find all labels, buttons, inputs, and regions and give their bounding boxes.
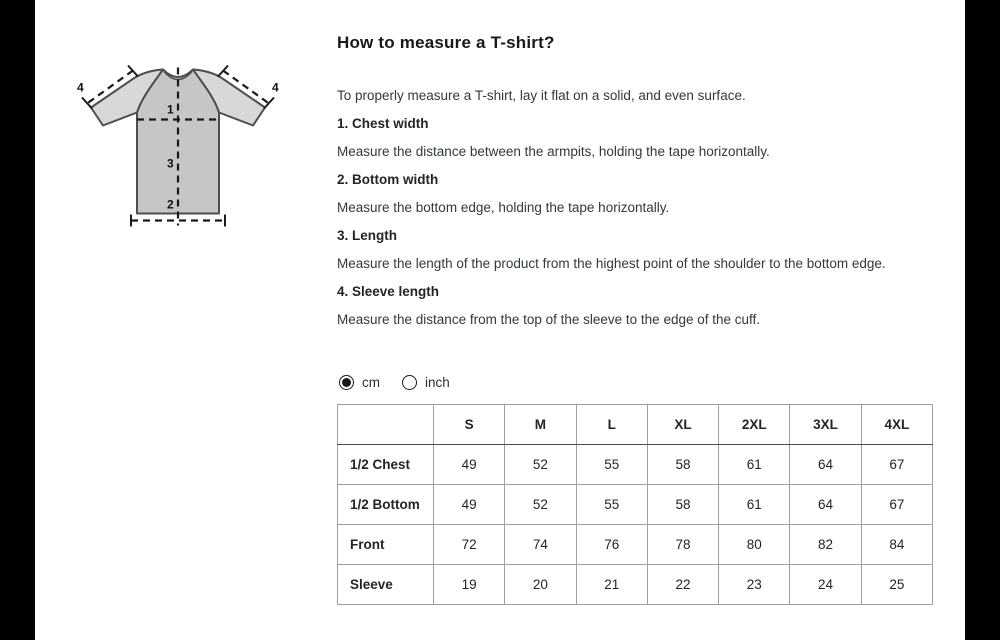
measurement-value-cell: 72 [434, 525, 505, 565]
size-column-header: S [434, 405, 505, 445]
measurement-value-cell: 64 [790, 485, 861, 525]
instruction-title: 1. Chest width [337, 116, 429, 131]
instruction-title: 3. Length [337, 228, 397, 243]
measurement-value-cell: 49 [434, 485, 505, 525]
measurement-row-label: Sleeve [338, 565, 434, 605]
size-column-header: 4XL [861, 405, 932, 445]
tick-mark [128, 66, 138, 77]
measurement-value-cell: 61 [719, 445, 790, 485]
instruction-title: 4. Sleeve length [337, 284, 440, 299]
measurement-value-cell: 64 [790, 445, 861, 485]
measurement-value-cell: 58 [647, 485, 718, 525]
diagram-label-2: 2 [167, 197, 174, 212]
measurement-row-label: 1/2 Bottom [338, 485, 434, 525]
diagram-label-4-right: 4 [272, 80, 279, 95]
tshirt-measure-diagram [75, 56, 280, 241]
measurement-value-cell: 49 [434, 445, 505, 485]
measurement-value-cell: 55 [576, 445, 647, 485]
page-title: How to measure a T-shirt? [337, 33, 555, 52]
instructions [337, 115, 959, 329]
size-table-header-row [338, 405, 933, 445]
measurement-value-cell: 19 [434, 565, 505, 605]
measurement-value-cell: 20 [505, 565, 576, 605]
measurement-value-cell: 55 [576, 485, 647, 525]
table-row [338, 525, 933, 565]
measurement-value-cell: 76 [576, 525, 647, 565]
measurement-value-cell: 61 [719, 485, 790, 525]
radio-circle-icon [402, 375, 417, 390]
measurement-value-cell: 22 [647, 565, 718, 605]
measurement-value-cell: 23 [719, 565, 790, 605]
measurement-value-cell: 25 [861, 565, 932, 605]
size-column-header: 3XL [790, 405, 861, 445]
diagram-column [75, 56, 280, 241]
unit-radio-inch[interactable] [402, 375, 450, 390]
table-row [338, 445, 933, 485]
tick-mark [264, 98, 274, 109]
measurement-value-cell: 24 [790, 565, 861, 605]
unit-label-cm: cm [362, 375, 380, 390]
measurement-value-cell: 21 [576, 565, 647, 605]
unit-radio-cm[interactable] [339, 375, 380, 390]
size-table-corner-cell [338, 405, 434, 445]
measurement-row-label: Front [338, 525, 434, 565]
unit-label-inch: inch [425, 375, 450, 390]
measurement-value-cell: 80 [719, 525, 790, 565]
size-column-header: L [576, 405, 647, 445]
unit-toggle [339, 375, 959, 390]
measurement-value-cell: 82 [790, 525, 861, 565]
instruction-text: Measure the distance between the armpits, holding the tape horizontally. [337, 144, 770, 159]
measurement-value-cell: 52 [505, 445, 576, 485]
instruction-text: Measure the length of the product from the highest point of the shoulder to the bottom edge. [337, 256, 886, 271]
diagram-label-4-left: 4 [77, 80, 84, 95]
size-guide-page [35, 0, 965, 640]
radio-circle-icon [339, 375, 354, 390]
intro-text: To properly measure a T-shirt, lay it flat on a solid, and even surface. [337, 88, 746, 103]
table-row [338, 565, 933, 605]
tick-mark [82, 98, 92, 109]
measurement-value-cell: 84 [861, 525, 932, 565]
measurement-value-cell: 74 [505, 525, 576, 565]
measurement-value-cell: 78 [647, 525, 718, 565]
instruction-text: Measure the bottom edge, holding the tape horizontally. [337, 200, 670, 215]
instruction-title: 2. Bottom width [337, 172, 439, 187]
size-column-header: M [505, 405, 576, 445]
measurement-value-cell: 67 [861, 445, 932, 485]
diagram-label-3: 3 [167, 156, 174, 171]
table-row [338, 485, 933, 525]
size-table [337, 404, 933, 605]
measurement-value-cell: 58 [647, 445, 718, 485]
tick-mark [218, 66, 228, 77]
measurement-value-cell: 52 [505, 485, 576, 525]
measurement-row-label: 1/2 Chest [338, 445, 434, 485]
instruction-text: Measure the distance from the top of the sleeve to the edge of the cuff. [337, 312, 761, 327]
size-column-header: 2XL [719, 405, 790, 445]
size-column-header: XL [647, 405, 718, 445]
content-column [337, 33, 959, 605]
diagram-label-1: 1 [167, 102, 174, 117]
measurement-value-cell: 67 [861, 485, 932, 525]
